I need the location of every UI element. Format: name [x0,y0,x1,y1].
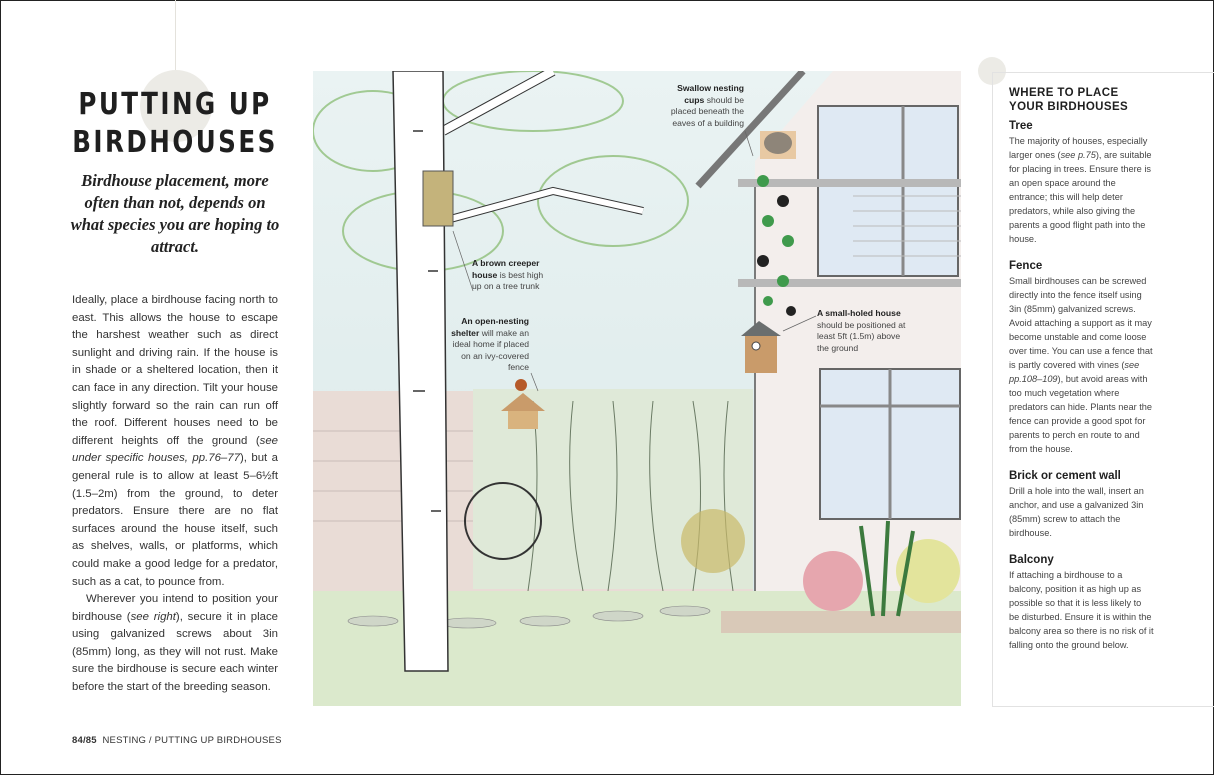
illustration-graphic [313,71,961,706]
cross-reference: see right [130,610,176,623]
section-title-fence: Fence [1009,260,1043,272]
garden-illustration [313,71,961,706]
page-footer [72,735,282,746]
label-bold: Swallow nesting cups [677,83,744,105]
text: ), but avoid areas with too much vegetation where predators can hide. Plants near the fence can provide a good spot for parents to perch en route to and from the house. [1009,374,1153,454]
section-text-tree [1009,134,1154,246]
title-line: BIRDHOUSES [72,125,278,160]
cross-reference: see p.75 [1060,150,1096,160]
text: The majority of houses, especially larger ones ( [1009,136,1148,160]
label-swallow-cups [658,83,744,129]
title-line: PUTTING UP [78,87,272,122]
label-bold: A small-holed house [817,308,901,318]
flower-bed [721,611,961,633]
label-text: will make an ideal home if placed on an ivy-covered fence [452,327,529,372]
text: Wherever you intend to position your birdhouse ( [72,593,278,623]
subtitle: Birdhouse placement, more often than not, depends on what species you are hoping to attract. [70,171,280,256]
page-numbers: 84/85 [72,735,97,746]
section-title-wall: Brick or cement wall [1009,470,1121,482]
label-bold: An open-nesting shelter [451,316,529,338]
section-text-wall: Drill a hole into the wall, insert an anchor, and use a galvanized 3in (85mm) screw to attach the birdhouse. [1009,486,1144,538]
label-brown-creeper [472,258,552,293]
sidebar-box [992,72,1214,707]
label-bold: A brown creeper house [472,258,540,280]
paragraph [72,591,278,697]
label-small-holed [817,308,912,354]
label-text: should be placed beneath the eaves of a building [670,94,744,128]
cross-reference: see under specific houses, pp.76–77 [72,434,278,465]
text: ), are suitable for placing in trees. Ensure there is an open space around the entrance; this will help deter predators, while also giving the parents a good flight path into the house. [1009,150,1152,244]
text: Small birdhouses can be screwed directly into the fence itself using 3in (85mm) galvanized screws. Avoid attaching a support as it may become unstable and come loose over time. You can use a fence that is partly covered with vines ( [1009,276,1153,370]
cross-reference: see pp.108–109 [1009,360,1140,384]
section-text-fence [1009,274,1154,456]
body-text [72,292,278,697]
decorative-line [175,0,176,70]
label-text: should be positioned at least 5ft (1.5m) above the ground [817,319,906,353]
label-open-nesting [445,316,529,374]
text: Ideally, place a birdhouse facing north to east. This allows the house to escape the harshest weather such as direct sunlight and driving rain. If the house is in shade or a sheltered location, then it can face in any direction. Tilt your house slightly forward so the rain can run off the roof. Different houses need to be different heights off the ground ( [72,294,278,447]
text: ), secure it in place using galvanized screws about 3in (85mm) long, as they will not rust. Make sure the birdhouse is secure each winter before the start of the breeding season. [72,610,278,694]
section-title-balcony: Balcony [1009,554,1054,566]
sidebar-heading: WHERE TO PLACE YOUR BIRDHOUSES [1009,87,1129,113]
section-text-balcony: If attaching a birdhouse to a balcony, position it as high up as possible so that it is less likely to be disturbed. Ensure it is within the balcony area so there is no risk of it falling onto the ground below. [1009,570,1154,650]
section-title-tree: Tree [1009,120,1033,132]
page-title [32,86,319,162]
paragraph [72,292,278,591]
section-name: NESTING / PUTTING UP BIRDHOUSES [102,735,282,746]
label-text: is best high up on a tree trunk [472,269,544,291]
text: ), but a general rule is to allow at least 5–6½ft (1.5–2m) from the ground, to deter predators. Ensure there are no flat surfaces around the house itself, such as shelves, walls, or platforms, which could make a good ledge for a predator, such as a cat, to pounce from. [72,452,279,588]
